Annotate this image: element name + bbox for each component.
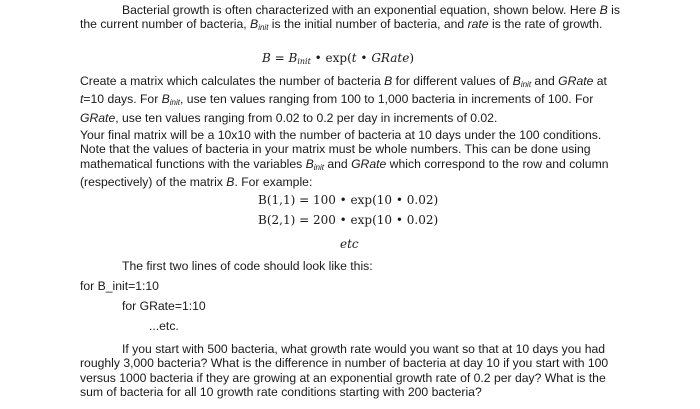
example-equation-2: B(2,1) = 200 • exp(10 • 0.02)	[258, 213, 439, 227]
questions-paragraph: If you start with 500 bacteria, what growth rate would you want so that at 10 days you had roughly 3,000 bacteria? What is the difference in number of bacteria at day 10 if you start with 100 versus 1000 bacteria if they are growing at an exponential growth rate of 0.2 per day? What is the sum of bacteria for all 10 growth rate conditions starting with 200 bacteria?	[80, 342, 609, 400]
intro-paragraph: Bacterial growth is often characterized with an exponential equation, shown below. Here B is the current number of bacteria, $B_{init}$ is the initial number of bacteria, and rate is the rate of growth.	[80, 3, 620, 33]
example-equation-1: B(1,1) = 100 • exp(10 • 0.02)	[258, 193, 439, 207]
matrix-instructions-paragraph: Create a matrix which calculates the number of bacteria B for different values of $B_{init}$ and GRate at t=10 days. For $B_{init}$, use ten values ranging from 100 to 1,000 bacteria in increments of 100. For GRate, use ten values ranging from 0.02 to 0.2 per day in increments of 0.02.	[80, 74, 607, 125]
matrix-details-paragraph: Your final matrix will be a 10x10 with the number of bacteria at 10 days under the 100 conditions. Note that the values of bacteria in your matrix must be whole numbers. This can be done using mathematical functions with the variables $B_{init}$ and GRate which correspond to the row and column (respectively) of the matrix B. For example:	[80, 128, 609, 190]
code-intro-text: The first two lines of code should look like this:	[122, 259, 373, 273]
code-line-3: ...etc.	[149, 319, 179, 333]
code-line-2: for GRate=1:10	[122, 299, 206, 313]
example-etc: etc	[340, 237, 359, 251]
code-line-1: for B_init=1:10	[80, 279, 159, 293]
main-equation: $B = B_{init}$ • exp(t • GRate)	[262, 51, 414, 66]
